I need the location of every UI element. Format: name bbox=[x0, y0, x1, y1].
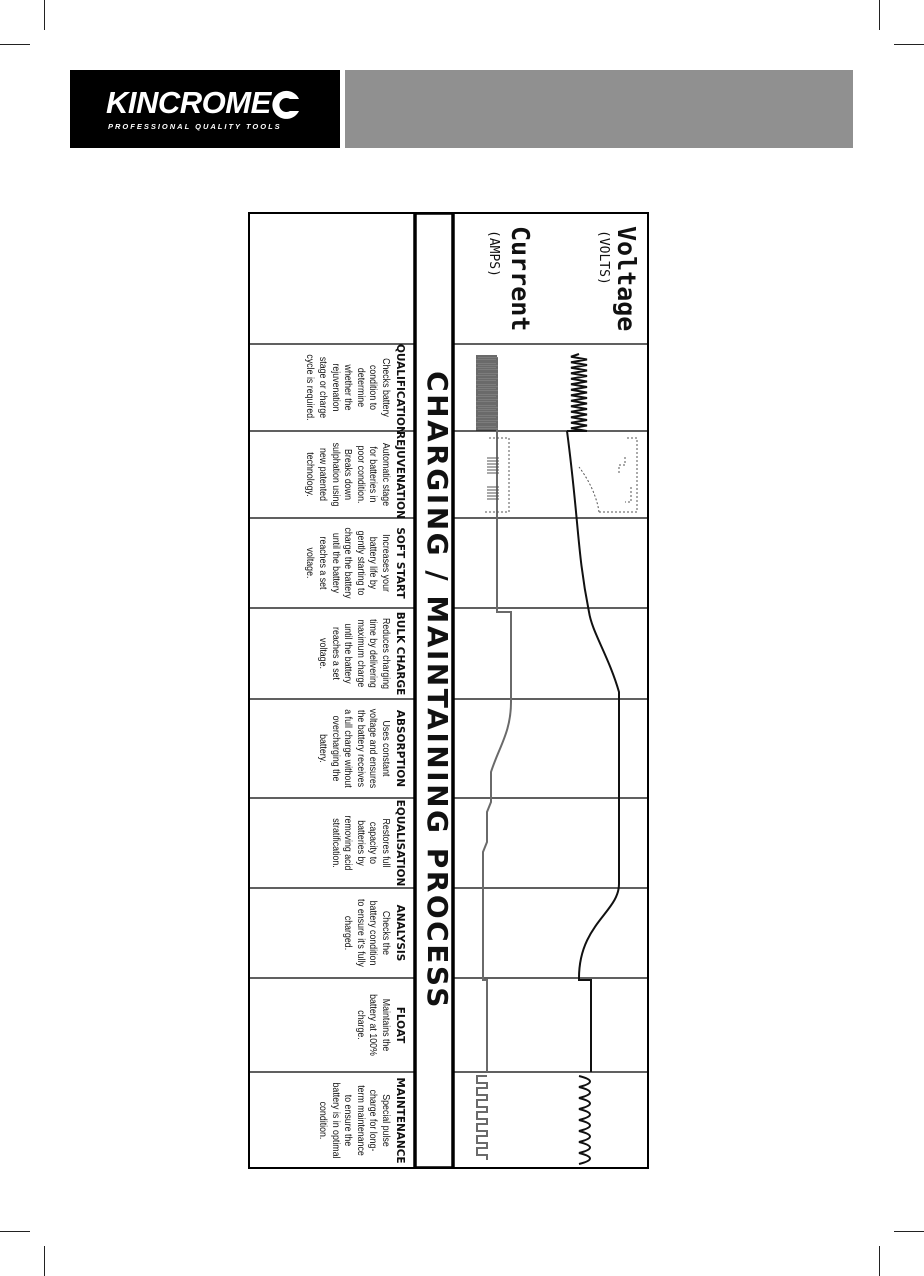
stage-description: Increases your battery life by gently starting to charge the battery until the battery reaches a set voltage. bbox=[304, 527, 392, 599]
stage-name: ABSORPTION bbox=[394, 709, 406, 788]
crop-mark bbox=[44, 1246, 45, 1276]
voltage-main-line bbox=[567, 431, 619, 1072]
current-trace bbox=[477, 356, 511, 1160]
wrench-c-icon bbox=[268, 89, 302, 121]
diagram-title: CHARGING / MAINTAINING PROCESS bbox=[421, 371, 454, 1010]
current-unit-label: (AMPS) bbox=[486, 230, 501, 277]
voltage-maintenance-wave bbox=[579, 1076, 590, 1164]
stage-name: MAINTENANCE bbox=[394, 1077, 406, 1164]
stage-name: REJUVENATION bbox=[394, 431, 406, 519]
voltage-label: Voltage bbox=[612, 226, 641, 332]
crop-mark bbox=[879, 1246, 880, 1276]
voltage-rejuvenation-detail bbox=[579, 438, 637, 512]
crop-mark bbox=[894, 1231, 924, 1232]
stage-name: BULK CHARGE bbox=[394, 611, 406, 696]
current-pulse-line bbox=[477, 356, 497, 432]
stage-name: ANALYSIS bbox=[394, 904, 406, 962]
voltage-trace bbox=[567, 354, 619, 1164]
voltage-pulse-line bbox=[567, 354, 587, 431]
brand-logo bbox=[70, 70, 340, 148]
stage-name: FLOAT bbox=[394, 1006, 406, 1044]
stage-name: EQUALISATION bbox=[394, 799, 406, 887]
stage-name: QUALIFICATION bbox=[394, 344, 406, 435]
crop-mark bbox=[0, 1231, 30, 1232]
stage-description: Checks the battery condition to ensure it's fully charged. bbox=[342, 899, 392, 967]
voltage-unit-label: (VOLTS) bbox=[596, 230, 611, 285]
stage-description: Automatic stage for batteries in poor condition. Breaks down sulphation using new patented technology. bbox=[304, 442, 392, 507]
brand-name: KINCROME bbox=[106, 85, 271, 120]
stage-description: Restores full capacity to batteries by removing acid stratification. bbox=[329, 815, 392, 871]
header-bar bbox=[345, 70, 853, 148]
stage-description: Maintains the battery at 100% charge. bbox=[354, 994, 392, 1056]
stage-description: Special pulse charge for long-term maintenance to ensure the battery is in optimal condition. bbox=[317, 1082, 392, 1159]
crop-mark bbox=[44, 0, 45, 30]
stage-name: SOFT START bbox=[394, 527, 406, 599]
crop-mark bbox=[0, 44, 30, 45]
current-main-line bbox=[483, 431, 511, 1072]
crop-mark bbox=[894, 44, 924, 45]
charging-process-diagram bbox=[248, 212, 649, 1169]
stage-description: Reduces charging time by delivering maximum charge until the battery reaches a set voltage. bbox=[317, 617, 392, 690]
current-label: Current bbox=[506, 226, 535, 332]
brand-tagline: PROFESSIONAL QUALITY TOOLS bbox=[108, 122, 282, 131]
stage-description: Checks battery condition to determine whether the rejuvenation stage or charge cycle is required. bbox=[304, 354, 392, 421]
stage-description: Uses constant voltage and ensures the battery receives a full charge without overcharging the battery. bbox=[317, 708, 392, 789]
current-maintenance-pulses bbox=[477, 1076, 487, 1160]
crop-mark bbox=[879, 0, 880, 30]
